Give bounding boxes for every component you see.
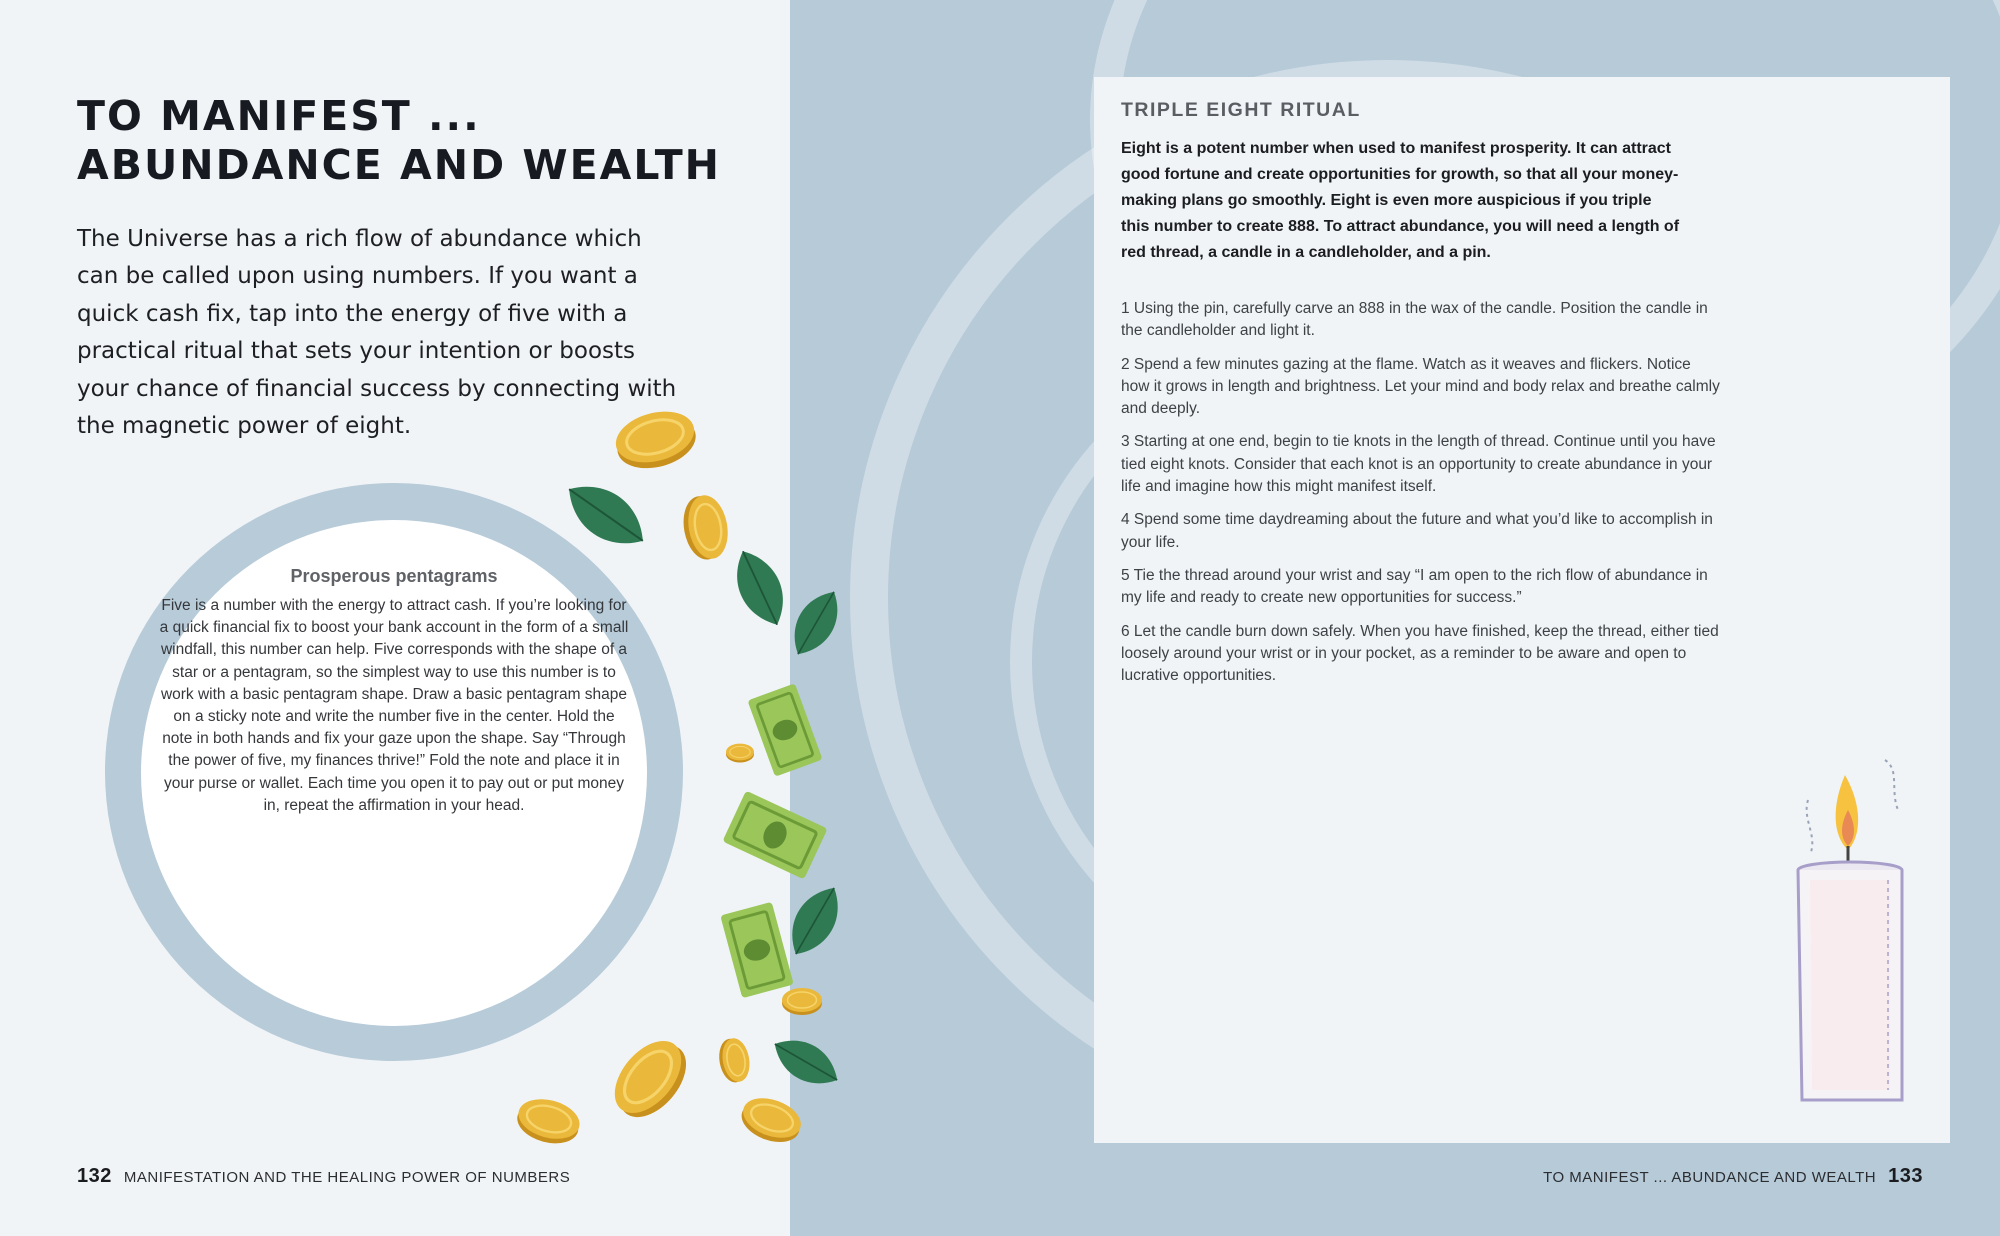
right-page-number: 133 (1888, 1165, 1923, 1187)
sidebar-heading: Prosperous pentagrams (290, 566, 498, 586)
ritual-title: TRIPLE EIGHT RITUAL (1121, 99, 1361, 121)
right-running-head: TO MANIFEST ... ABUNDANCE AND WEALTH (1543, 1169, 1877, 1186)
ritual-step: 4 Spend some time daydreaming about the future and what you’d like to accomplish in your life. (1121, 511, 1713, 551)
ritual-steps (1121, 298, 1721, 698)
ritual-step: 3 Starting at one end, begin to tie knots in the length of thread. Continue until you have tied eight knots. Consider that each knot is an opportunity to create abundance in your life and imagine how this might manifest itself. (1121, 433, 1716, 496)
ritual-step: 1 Using the pin, carefully carve an 888 in the wax of the candle. Position the candle in the candleholder and light it. (1121, 300, 1708, 340)
ritual-intro: Eight is a potent number when used to manifest prosperity. It can attract good fortune and create opportunities for growth, so that all your money-making plans go smoothly. Eight is even more auspicious if you triple this number to create 888. To attract abundance, you will need a length of red thread, a candle in a candleholder, and a pin. (1121, 140, 1680, 261)
candle-icon (1790, 750, 1930, 1110)
page-title: TO MANIFEST ... ABUNDANCE AND WEALTH (77, 92, 721, 189)
left-footer (77, 1165, 570, 1188)
sidebar-body: Five is a number with the energy to attract cash. If you’re looking for a quick financial fix to boost your bank account in the form of a small windfall, this number can help. Five corresponds with the shape of a star or a pentagram, so the simplest way to use this number is to work with a basic pentagram shape. Draw a basic pentagram shape on a sticky note and write the number five in the center. Hold the note in both hands and fix your gaze upon the shape. Say “Through the power of five, my finances thrive!” Fold the note and place it in your purse or wallet. Each time you open it to pay out or put money in, repeat the affirmation in your head. (159, 597, 629, 814)
left-running-head: MANIFESTATION AND THE HEALING POWER OF NUMBERS (123, 1169, 571, 1186)
right-footer (1543, 1165, 1923, 1188)
ritual-step: 2 Spend a few minutes gazing at the flame. Watch as it weaves and flickers. Notice how it grows in length and brightness. Let your mind and body relax and breathe calmly and deeply. (1121, 355, 1720, 418)
sidebar-content (141, 563, 647, 817)
intro-paragraph: The Universe has a rich flow of abundance which can be called upon using numbers. If you want a quick cash fix, tap into the energy of five with a practical ritual that sets your intention or boosts your chance of financial success by connecting with the magnetic power of eight. (77, 226, 677, 440)
ritual-step: 6 Let the candle burn down safely. When you have finished, keep the thread, either tied loosely around your wrist or in your pocket, as a reminder to be aware and open to lucrative opportunities. (1121, 622, 1719, 685)
ritual-step: 5 Tie the thread around your wrist and say “I am open to the rich flow of abundance in my life and ready to create new opportunities for success.” (1121, 566, 1708, 607)
left-page-number: 132 (77, 1165, 112, 1187)
